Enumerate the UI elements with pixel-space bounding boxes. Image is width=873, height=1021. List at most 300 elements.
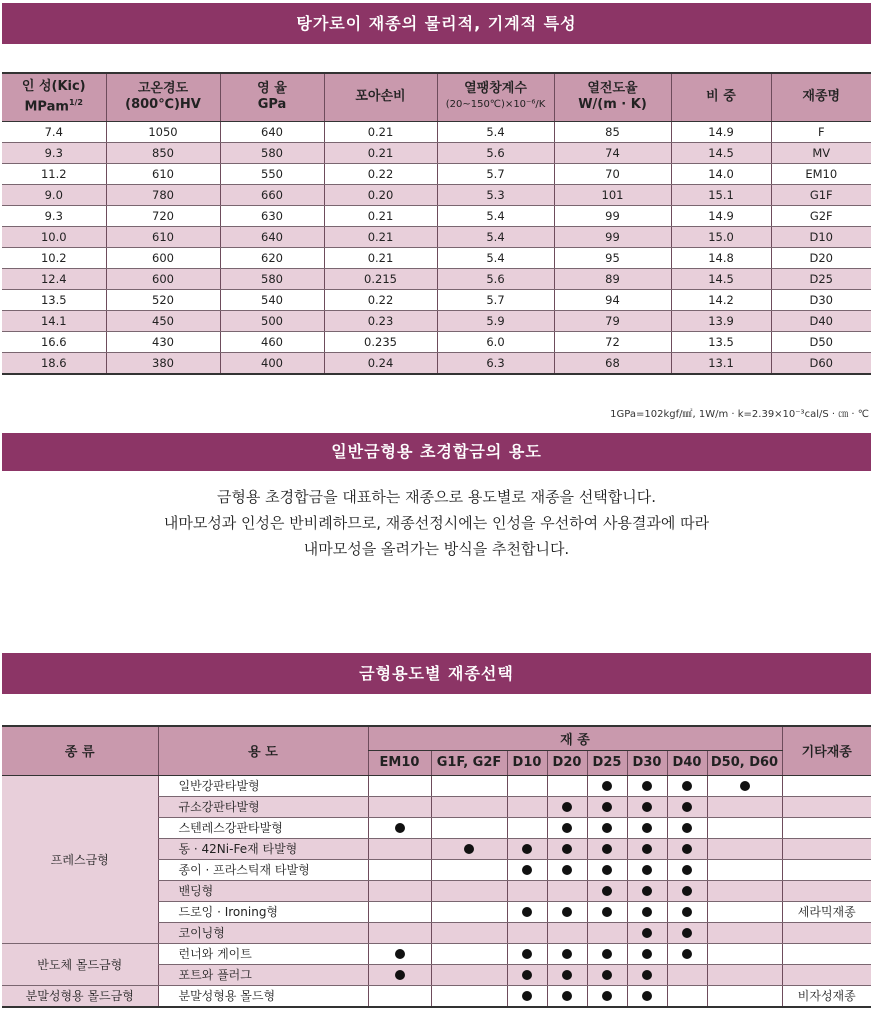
- grade-mark-cell: [431, 796, 507, 817]
- header-conductivity-label: 열전도율: [587, 81, 638, 97]
- grade-mark-cell: [507, 838, 547, 859]
- cell-toughness: 16.6: [2, 331, 106, 352]
- grade-mark-cell: [707, 943, 782, 964]
- cell-grade: D25: [771, 268, 871, 289]
- recommended-dot-icon: [642, 886, 652, 896]
- grade-mark-cell: [547, 838, 587, 859]
- properties-row: [2, 205, 871, 226]
- other-grade-cell: [782, 796, 871, 817]
- grade-mark-cell: [587, 901, 627, 922]
- recommended-dot-icon: [602, 991, 612, 1001]
- recommended-dot-icon: [682, 802, 692, 812]
- grade-mark-cell: [368, 880, 431, 901]
- cell-density: 13.9: [671, 310, 771, 331]
- cell-conductivity: 94: [554, 289, 671, 310]
- grade-mark-cell: [627, 880, 667, 901]
- use-cell: 종이 · 프라스틱재 타발형: [158, 859, 368, 880]
- grade-mark-cell: [547, 817, 587, 838]
- cell-hardness: 610: [106, 226, 220, 247]
- cell-conductivity: 79: [554, 310, 671, 331]
- grade-mark-cell: [587, 838, 627, 859]
- cell-expansion: 6.3: [437, 352, 554, 374]
- recommended-dot-icon: [395, 949, 405, 959]
- grade-mark-cell: [667, 901, 707, 922]
- recommended-dot-icon: [602, 970, 612, 980]
- other-grade-cell: [782, 817, 871, 838]
- header-poisson-label: 포아손비: [355, 89, 406, 105]
- cell-hardness: 520: [106, 289, 220, 310]
- cell-grade: F: [771, 121, 871, 142]
- header-grades-group-label: 재 종: [560, 732, 590, 748]
- grade-mark-cell: [707, 880, 782, 901]
- cell-modulus: 400: [220, 352, 324, 374]
- description-line: 금형용 초경합금을 대표하는 재종으로 용도별로 재종을 선택합니다.: [216, 488, 657, 506]
- properties-row: [2, 184, 871, 205]
- header-toughness-label: 인 성(Kic): [21, 79, 86, 95]
- recommended-dot-icon: [602, 802, 612, 812]
- category-cell: 프레스금형: [2, 775, 158, 943]
- usage-row: [2, 985, 871, 1007]
- cell-expansion: 6.0: [437, 331, 554, 352]
- recommended-dot-icon: [602, 949, 612, 959]
- grade-mark-cell: [431, 943, 507, 964]
- grade-mark-cell: [431, 775, 507, 796]
- other-grade-cell: [782, 964, 871, 985]
- grade-mark-cell: [707, 817, 782, 838]
- description-line: 내마모성을 올려가는 방식을 추천합니다.: [303, 540, 570, 558]
- cell-toughness: 14.1: [2, 310, 106, 331]
- use-cell: 일반강판타발형: [158, 775, 368, 796]
- grade-mark-cell: [547, 985, 587, 1007]
- grade-mark-cell: [707, 901, 782, 922]
- grade-mark-cell: [587, 796, 627, 817]
- other-grade-cell: [782, 922, 871, 943]
- toughness-unit-text: MPam: [24, 99, 69, 115]
- cell-grade: D30: [771, 289, 871, 310]
- header-grade-column: D20: [547, 750, 587, 775]
- header-grade-label: 재종명: [802, 89, 841, 105]
- grade-mark-cell: [547, 796, 587, 817]
- cell-density: 14.5: [671, 268, 771, 289]
- header-category-label: 종 류: [64, 745, 95, 761]
- recommended-dot-icon: [395, 970, 405, 980]
- grade-mark-cell: [707, 775, 782, 796]
- cell-hardness: 780: [106, 184, 220, 205]
- cell-poisson: 0.21: [324, 247, 437, 268]
- grade-mark-cell: [431, 901, 507, 922]
- cell-conductivity: 85: [554, 121, 671, 142]
- other-grade-cell: [782, 943, 871, 964]
- recommended-dot-icon: [522, 970, 532, 980]
- grade-mark-cell: [707, 838, 782, 859]
- grade-mark-cell: [627, 775, 667, 796]
- header-modulus: [220, 73, 324, 121]
- header-toughness: [2, 73, 106, 121]
- recommended-dot-icon: [602, 907, 612, 917]
- recommended-dot-icon: [642, 991, 652, 1001]
- recommended-dot-icon: [682, 865, 692, 875]
- grade-mark-cell: [627, 796, 667, 817]
- cell-expansion: 5.7: [437, 163, 554, 184]
- recommended-dot-icon: [562, 970, 572, 980]
- header-conductivity: [554, 73, 671, 121]
- grade-mark-cell: [507, 859, 547, 880]
- section3-title: 금형용도별 재종선택: [359, 664, 514, 683]
- cell-toughness: 10.0: [2, 226, 106, 247]
- cell-poisson: 0.20: [324, 184, 437, 205]
- use-cell: 밴딩형: [158, 880, 368, 901]
- grade-mark-cell: [547, 775, 587, 796]
- header-grade: [771, 73, 871, 121]
- grade-mark-cell: [667, 859, 707, 880]
- grade-mark-cell: [587, 922, 627, 943]
- grade-mark-cell: [707, 859, 782, 880]
- cell-density: 14.5: [671, 142, 771, 163]
- section3-banner: [2, 653, 871, 694]
- category-cell: 분말성형용 몰드금형: [2, 985, 158, 1007]
- grade-mark-cell: [431, 817, 507, 838]
- usage-row: [2, 775, 871, 796]
- header-hardness-unit: (800℃)HV: [125, 97, 201, 113]
- recommended-dot-icon: [642, 928, 652, 938]
- grade-mark-cell: [707, 922, 782, 943]
- cell-expansion: 5.3: [437, 184, 554, 205]
- cell-grade: EM10: [771, 163, 871, 184]
- cell-hardness: 600: [106, 247, 220, 268]
- cell-hardness: 610: [106, 163, 220, 184]
- grade-mark-cell: [431, 964, 507, 985]
- grade-mark-cell: [507, 796, 547, 817]
- use-cell: 분말성형용 몰드형: [158, 985, 368, 1007]
- grade-mark-cell: [368, 943, 431, 964]
- cell-expansion: 5.4: [437, 226, 554, 247]
- recommended-dot-icon: [682, 928, 692, 938]
- grade-mark-cell: [507, 901, 547, 922]
- cell-conductivity: 99: [554, 226, 671, 247]
- header-grade-column: D30: [627, 750, 667, 775]
- grade-mark-cell: [667, 880, 707, 901]
- recommended-dot-icon: [642, 823, 652, 833]
- cell-modulus: 550: [220, 163, 324, 184]
- properties-row: [2, 226, 871, 247]
- recommended-dot-icon: [522, 907, 532, 917]
- recommended-dot-icon: [642, 970, 652, 980]
- cell-toughness: 9.3: [2, 205, 106, 226]
- grade-mark-cell: [368, 838, 431, 859]
- section2-banner: [2, 433, 871, 471]
- grade-mark-cell: [368, 985, 431, 1007]
- cell-density: 14.9: [671, 121, 771, 142]
- cell-grade: D50: [771, 331, 871, 352]
- use-cell: 규소강판타발형: [158, 796, 368, 817]
- cell-modulus: 580: [220, 142, 324, 163]
- cell-expansion: 5.6: [437, 268, 554, 289]
- cell-modulus: 500: [220, 310, 324, 331]
- recommended-dot-icon: [682, 907, 692, 917]
- cell-poisson: 0.24: [324, 352, 437, 374]
- cell-hardness: 430: [106, 331, 220, 352]
- cell-density: 14.2: [671, 289, 771, 310]
- cell-toughness: 10.2: [2, 247, 106, 268]
- grade-mark-cell: [627, 901, 667, 922]
- header-hardness-label: 고온경도: [137, 81, 189, 97]
- recommended-dot-icon: [740, 781, 750, 791]
- cell-hardness: 600: [106, 268, 220, 289]
- header-expansion: [437, 73, 554, 121]
- grade-mark-cell: [587, 943, 627, 964]
- recommended-dot-icon: [562, 802, 572, 812]
- grade-mark-cell: [667, 817, 707, 838]
- other-grade-cell: 세라믹재종: [782, 901, 871, 922]
- grade-mark-cell: [547, 922, 587, 943]
- properties-row: [2, 352, 871, 374]
- cell-poisson: 0.21: [324, 142, 437, 163]
- recommended-dot-icon: [562, 844, 572, 854]
- grade-mark-cell: [507, 964, 547, 985]
- cell-conductivity: 74: [554, 142, 671, 163]
- cell-density: 14.8: [671, 247, 771, 268]
- header-grade-column: D10: [507, 750, 547, 775]
- other-grade-cell: [782, 838, 871, 859]
- cell-modulus: 460: [220, 331, 324, 352]
- usage-row: [2, 943, 871, 964]
- grade-mark-cell: [667, 922, 707, 943]
- use-cell: 동 · 42Ni-Fe재 타발형: [158, 838, 368, 859]
- grade-mark-cell: [368, 796, 431, 817]
- grade-mark-cell: [667, 838, 707, 859]
- recommended-dot-icon: [602, 823, 612, 833]
- cell-grade: G2F: [771, 205, 871, 226]
- grade-mark-cell: [368, 817, 431, 838]
- grade-mark-cell: [627, 817, 667, 838]
- recommended-dot-icon: [395, 823, 405, 833]
- header-density: [671, 73, 771, 121]
- grade-mark-cell: [507, 817, 547, 838]
- cell-toughness: 7.4: [2, 121, 106, 142]
- cell-density: 15.0: [671, 226, 771, 247]
- header-poisson: [324, 73, 437, 121]
- cell-modulus: 580: [220, 268, 324, 289]
- toughness-unit-sup: 1/2: [68, 98, 83, 108]
- cell-conductivity: 95: [554, 247, 671, 268]
- cell-modulus: 660: [220, 184, 324, 205]
- grade-mark-cell: [507, 922, 547, 943]
- recommended-dot-icon: [602, 844, 612, 854]
- grade-mark-cell: [431, 880, 507, 901]
- properties-table: [2, 72, 871, 375]
- header-grade-column: EM10: [368, 750, 431, 775]
- recommended-dot-icon: [562, 991, 572, 1001]
- cell-toughness: 9.3: [2, 142, 106, 163]
- recommended-dot-icon: [642, 949, 652, 959]
- grade-mark-cell: [667, 775, 707, 796]
- properties-row: [2, 142, 871, 163]
- cell-expansion: 5.7: [437, 289, 554, 310]
- grade-selection-table: [2, 725, 871, 1008]
- grade-mark-cell: [627, 985, 667, 1007]
- header-grade-column: D50, D60: [707, 750, 782, 775]
- cell-grade: D20: [771, 247, 871, 268]
- cell-expansion: 5.4: [437, 205, 554, 226]
- grade-mark-cell: [587, 964, 627, 985]
- cell-conductivity: 68: [554, 352, 671, 374]
- grade-mark-cell: [627, 859, 667, 880]
- grade-mark-cell: [667, 943, 707, 964]
- cell-modulus: 540: [220, 289, 324, 310]
- properties-row: [2, 247, 871, 268]
- cell-expansion: 5.4: [437, 247, 554, 268]
- grade-mark-cell: [368, 922, 431, 943]
- recommended-dot-icon: [602, 886, 612, 896]
- header-modulus-label: 영 율: [257, 81, 287, 97]
- grade-mark-cell: [627, 838, 667, 859]
- header-category: [2, 726, 158, 775]
- header-modulus-unit: GPa: [257, 97, 287, 113]
- properties-row: [2, 310, 871, 331]
- header-use-label: 용 도: [248, 745, 278, 761]
- recommended-dot-icon: [522, 991, 532, 1001]
- cell-expansion: 5.9: [437, 310, 554, 331]
- header-other-label: 기타재종: [801, 745, 852, 761]
- cell-density: 13.5: [671, 331, 771, 352]
- cell-hardness: 720: [106, 205, 220, 226]
- recommended-dot-icon: [642, 781, 652, 791]
- cell-modulus: 620: [220, 247, 324, 268]
- cell-toughness: 12.4: [2, 268, 106, 289]
- properties-header-row: [2, 73, 871, 121]
- description-line: 내마모성과 인성은 반비례하므로, 재종선정시에는 인성을 우선하여 사용결과에 따라: [163, 514, 710, 532]
- use-cell: 코이닝형: [158, 922, 368, 943]
- cell-density: 14.0: [671, 163, 771, 184]
- grade-mark-cell: [507, 985, 547, 1007]
- grade-mark-cell: [587, 880, 627, 901]
- cell-modulus: 640: [220, 226, 324, 247]
- recommended-dot-icon: [562, 823, 572, 833]
- properties-row: [2, 289, 871, 310]
- properties-row: [2, 163, 871, 184]
- other-grade-cell: 비자성재종: [782, 985, 871, 1007]
- recommended-dot-icon: [642, 865, 652, 875]
- grade-mark-cell: [587, 775, 627, 796]
- grade-mark-cell: [368, 775, 431, 796]
- other-grade-cell: [782, 775, 871, 796]
- grade-mark-cell: [431, 922, 507, 943]
- recommended-dot-icon: [642, 802, 652, 812]
- cell-hardness: 450: [106, 310, 220, 331]
- recommended-dot-icon: [602, 865, 612, 875]
- grade-mark-cell: [368, 901, 431, 922]
- use-cell: 드로잉 · Ironing형: [158, 901, 368, 922]
- cell-grade: D40: [771, 310, 871, 331]
- grade-mark-cell: [431, 838, 507, 859]
- grade-mark-cell: [627, 943, 667, 964]
- recommended-dot-icon: [522, 865, 532, 875]
- grade-mark-cell: [587, 985, 627, 1007]
- cell-grade: D60: [771, 352, 871, 374]
- recommended-dot-icon: [682, 949, 692, 959]
- header-grade-column: G1F, G2F: [431, 750, 507, 775]
- section1-title: 탕가로이 재종의 물리적, 기계적 특성: [296, 14, 577, 33]
- cell-hardness: 850: [106, 142, 220, 163]
- header-grade-column: D25: [587, 750, 627, 775]
- cell-density: 13.1: [671, 352, 771, 374]
- cell-modulus: 640: [220, 121, 324, 142]
- category-cell: 반도체 몰드금형: [2, 943, 158, 985]
- use-cell: 포트와 플러그: [158, 964, 368, 985]
- cell-poisson: 0.23: [324, 310, 437, 331]
- header-hardness: [106, 73, 220, 121]
- grade-mark-cell: [507, 880, 547, 901]
- use-cell: 런너와 게이트: [158, 943, 368, 964]
- cell-poisson: 0.21: [324, 121, 437, 142]
- header-conductivity-unit: W/(m · K): [578, 97, 647, 113]
- section1-banner: [2, 3, 871, 44]
- grade-mark-cell: [368, 964, 431, 985]
- cell-toughness: 13.5: [2, 289, 106, 310]
- recommended-dot-icon: [682, 823, 692, 833]
- header-expansion-unit: (20~150℃)×10⁻⁶/K: [445, 99, 546, 111]
- grade-mark-cell: [547, 880, 587, 901]
- unit-note: 1GPa=102kgf/㎟, 1W/m · k=2.39×10⁻³cal/S · ㎝ · ℃: [610, 409, 869, 420]
- header-density-label: 비 중: [706, 89, 736, 105]
- recommended-dot-icon: [642, 907, 652, 917]
- recommended-dot-icon: [522, 844, 532, 854]
- grade-mark-cell: [667, 964, 707, 985]
- cell-expansion: 5.4: [437, 121, 554, 142]
- cell-expansion: 5.6: [437, 142, 554, 163]
- cell-poisson: 0.21: [324, 226, 437, 247]
- cell-toughness: 9.0: [2, 184, 106, 205]
- grade-mark-cell: [587, 859, 627, 880]
- recommended-dot-icon: [522, 949, 532, 959]
- cell-poisson: 0.22: [324, 163, 437, 184]
- header-expansion-label: 열팽창계수: [464, 81, 527, 97]
- other-grade-cell: [782, 880, 871, 901]
- cell-conductivity: 70: [554, 163, 671, 184]
- recommended-dot-icon: [642, 844, 652, 854]
- cell-density: 15.1: [671, 184, 771, 205]
- properties-row: [2, 121, 871, 142]
- cell-grade: G1F: [771, 184, 871, 205]
- grade-mark-cell: [707, 796, 782, 817]
- cell-conductivity: 89: [554, 268, 671, 289]
- use-cell: 스텐레스강판타발형: [158, 817, 368, 838]
- properties-row: [2, 268, 871, 289]
- recommended-dot-icon: [682, 844, 692, 854]
- cell-conductivity: 72: [554, 331, 671, 352]
- cell-poisson: 0.235: [324, 331, 437, 352]
- grade-mark-cell: [667, 985, 707, 1007]
- grade-mark-cell: [547, 859, 587, 880]
- grade-mark-cell: [431, 985, 507, 1007]
- cell-poisson: 0.215: [324, 268, 437, 289]
- grade-mark-cell: [587, 817, 627, 838]
- recommended-dot-icon: [562, 865, 572, 875]
- cell-grade: D10: [771, 226, 871, 247]
- grade-mark-cell: [507, 775, 547, 796]
- cell-density: 14.9: [671, 205, 771, 226]
- recommended-dot-icon: [602, 781, 612, 791]
- usage-description: [0, 484, 873, 562]
- header-grades-group: [368, 726, 782, 750]
- cell-poisson: 0.22: [324, 289, 437, 310]
- cell-toughness: 18.6: [2, 352, 106, 374]
- recommended-dot-icon: [682, 886, 692, 896]
- header-grade-column: D40: [667, 750, 707, 775]
- cell-grade: MV: [771, 142, 871, 163]
- cell-hardness: 1050: [106, 121, 220, 142]
- cell-hardness: 380: [106, 352, 220, 374]
